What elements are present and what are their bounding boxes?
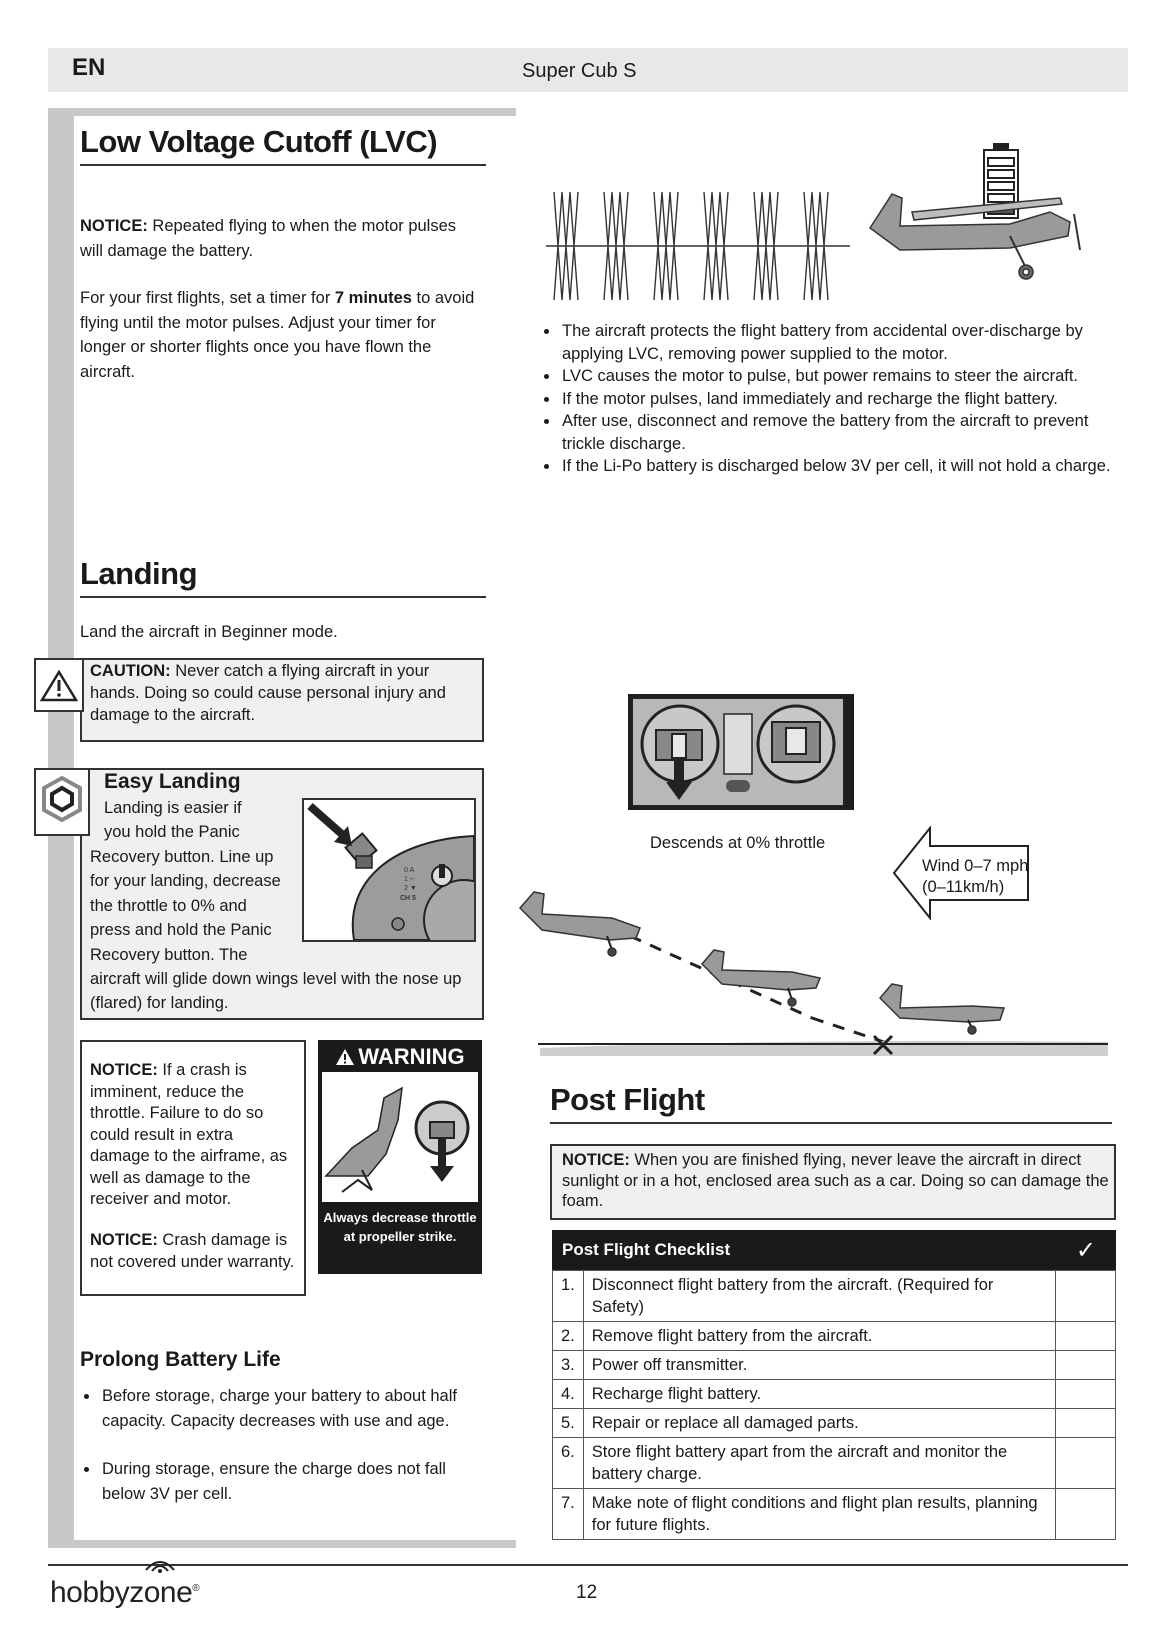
arrow-down-right-icon xyxy=(310,806,352,846)
item-number: 4. xyxy=(553,1380,584,1409)
checkbox-cell[interactable] xyxy=(1056,1380,1116,1409)
document-title: Super Cub S xyxy=(522,60,637,82)
landing-approach-illustration xyxy=(512,878,1112,1058)
easy-landing-line: Recovery button. Line up xyxy=(90,848,274,866)
list-item: • The aircraft protects the flight battery from accidental over-discharge by applying LVC, removing power supplied to the motor. xyxy=(560,320,1120,365)
table-row xyxy=(553,1351,1116,1380)
list-item: • If the Li-Po battery is discharged below 3V per cell, it will not hold a charge. xyxy=(560,455,1120,478)
checkbox-cell[interactable] xyxy=(1056,1489,1116,1540)
easy-landing-icon-tab xyxy=(34,768,90,836)
notice-label: NOTICE: xyxy=(80,217,148,235)
landing-intro: Land the aircraft in Beginner mode. xyxy=(80,623,338,641)
hobbyzone-logo xyxy=(50,1576,199,1610)
registered-mark: ® xyxy=(192,1583,200,1594)
lvc-notice xyxy=(80,214,480,263)
footer-rule xyxy=(48,1564,1128,1566)
notice-label: NOTICE: xyxy=(562,1151,630,1169)
notice-label: NOTICE: xyxy=(90,1061,158,1079)
caution-label: CAUTION: xyxy=(90,662,171,680)
notice-label: NOTICE: xyxy=(90,1231,158,1249)
transmitter-illustration xyxy=(628,694,854,810)
propeller-strike-illustration xyxy=(322,1072,478,1202)
list-item: • LVC causes the motor to pulse, but power remains to steer the aircraft. xyxy=(560,365,1120,388)
caution-message: Never catch a flying aircraft in your hands. Doing so could cause personal injury and damage to the aircraft. xyxy=(90,662,446,724)
easy-landing-text-tail: aircraft will glide down wings level with the nose up (flared) for landing. xyxy=(90,970,462,1013)
item-number: 1. xyxy=(553,1271,584,1322)
left-column-frame-top xyxy=(48,108,516,116)
easy-landing-text-indented xyxy=(104,796,242,845)
warning-triangle-icon xyxy=(335,1048,355,1066)
item-number: 5. xyxy=(553,1409,584,1438)
prolong-battery-heading: Prolong Battery Life xyxy=(80,1348,281,1371)
notice-text: Crash damage is not covered under warranty. xyxy=(90,1231,295,1271)
aircraft-position-1 xyxy=(520,892,640,956)
list-item: • If the motor pulses, land immediately and recharge the flight battery. xyxy=(560,388,1120,411)
lvc-bullet-list xyxy=(540,320,1120,478)
crash-notice-1 xyxy=(90,1060,296,1211)
easy-landing-line: Landing is easier if xyxy=(104,799,242,817)
timer-text-pre: For your first flights, set a timer for xyxy=(80,289,335,307)
checklist-table xyxy=(552,1270,1116,1540)
page-number: 12 xyxy=(576,1582,598,1603)
pulse-group xyxy=(754,192,778,300)
easy-landing-line: press and hold the Panic xyxy=(90,921,272,940)
item-text: Recharge flight battery. xyxy=(583,1380,1055,1409)
item-number: 6. xyxy=(553,1438,584,1489)
checkmark-icon: ✓ xyxy=(1075,1236,1096,1264)
item-text: Store flight battery apart from the aircraft and monitor the battery charge. xyxy=(583,1438,1055,1489)
pulse-group xyxy=(654,192,678,300)
table-row xyxy=(553,1271,1116,1322)
table-row xyxy=(553,1438,1116,1489)
checkbox-cell[interactable] xyxy=(1056,1351,1116,1380)
post-flight-heading: Post Flight xyxy=(550,1082,705,1117)
aircraft-position-2 xyxy=(702,950,820,1006)
checkbox-cell[interactable] xyxy=(1056,1438,1116,1489)
table-row xyxy=(553,1322,1116,1351)
lvc-heading-rule xyxy=(80,164,486,166)
list-item: • After use, disconnect and remove the battery from the aircraft to prevent trickle discharge. xyxy=(560,410,1120,455)
descends-caption: Descends at 0% throttle xyxy=(650,834,826,852)
item-text: Remove flight battery from the aircraft. xyxy=(583,1322,1055,1351)
timer-text-post: to avoid flying until the motor pulses. Adjust your timer for longer or shorter flights once you have flown the aircraft. xyxy=(80,289,475,381)
lvc-timer-text xyxy=(80,286,482,384)
super-cub-aircraft-illustration xyxy=(870,194,1080,279)
post-flight-checklist xyxy=(552,1230,1116,1540)
timer-duration: 7 minutes xyxy=(334,289,412,307)
table-row xyxy=(553,1489,1116,1540)
panic-button-illustration xyxy=(302,798,476,942)
item-text: Disconnect flight battery from the aircraft. (Required for Safety) xyxy=(583,1271,1055,1322)
lvc-heading: Low Voltage Cutoff (LVC) xyxy=(80,124,438,159)
item-number: 7. xyxy=(553,1489,584,1540)
item-text: Repair or replace all damaged parts. xyxy=(583,1409,1055,1438)
easy-landing-heading: Easy Landing xyxy=(104,770,241,793)
pulse-group xyxy=(604,192,628,300)
notice-text: Repeated flying to when the motor pulses will damage the battery. xyxy=(80,217,457,260)
switch-label: CH 5 xyxy=(400,895,416,902)
landing-heading: Landing xyxy=(80,556,198,591)
easy-landing-line: you hold the Panic xyxy=(104,823,240,842)
warning-caption: Always decrease throttle at propeller strike. xyxy=(323,1210,477,1244)
checkbox-cell[interactable] xyxy=(1056,1409,1116,1438)
checklist-title: Post Flight Checklist xyxy=(562,1240,731,1259)
notice-text: If a crash is imminent, reduce the throttle. Failure to do so could result in extra damage to the airframe, as well as damage to the receiver and motor. xyxy=(90,1061,288,1208)
post-flight-notice xyxy=(562,1150,1110,1212)
pulse-group xyxy=(704,192,728,300)
easy-landing-line: the throttle to 0% and xyxy=(90,896,247,915)
checklist-header xyxy=(552,1230,1116,1270)
left-column-frame-bottom xyxy=(48,1540,516,1548)
signal-waves-icon xyxy=(142,1552,178,1574)
checkbox-cell[interactable] xyxy=(1056,1271,1116,1322)
item-text: Power off transmitter. xyxy=(583,1351,1055,1380)
table-row xyxy=(553,1409,1116,1438)
motor-pulse-illustration xyxy=(540,138,1100,310)
easy-landing-line: Recovery button. The xyxy=(90,945,248,964)
warning-title-bar xyxy=(322,1044,478,1070)
language-code: EN xyxy=(72,54,106,81)
warning-triangle-icon xyxy=(36,660,82,710)
brand-name: hobbyzone xyxy=(50,1576,193,1609)
wind-speed-kmh: (0–11km/h) xyxy=(922,878,1005,896)
warning-title: WARNING xyxy=(358,1044,465,1069)
list-item: • Before storage, charge your battery to about half capacity. Capacity decreases with use and age. xyxy=(100,1384,490,1433)
pulse-group xyxy=(554,192,578,300)
item-number: 2. xyxy=(553,1322,584,1351)
prolong-battery-list xyxy=(80,1384,490,1506)
pulse-group xyxy=(804,192,828,300)
landing-heading-rule xyxy=(80,596,486,598)
right-gimbal-icon xyxy=(758,706,834,782)
easy-landing-line: for your landing, decrease xyxy=(90,872,281,891)
easy-landing-text xyxy=(90,845,281,967)
notice-text: When you are finished flying, never leave the aircraft in direct sunlight or in a hot, enclosed area such as a car. Doing so can damage the foam. xyxy=(562,1151,1109,1210)
post-flight-heading-rule xyxy=(550,1122,1112,1124)
switch-label: 0 A xyxy=(404,867,415,874)
wind-speed-mph: Wind 0–7 mph xyxy=(922,857,1029,875)
item-text: Make note of flight conditions and flight plan results, planning for future flights. xyxy=(583,1489,1055,1540)
switch-label: 1 ⌐ xyxy=(404,876,414,883)
checkbox-cell[interactable] xyxy=(1056,1322,1116,1351)
item-number: 3. xyxy=(553,1351,584,1380)
caution-text xyxy=(90,660,478,726)
safe-technology-icon xyxy=(36,770,88,834)
crash-notice-2 xyxy=(90,1230,296,1273)
list-item: • During storage, ensure the charge does not fall below 3V per cell. xyxy=(100,1457,490,1506)
caution-icon-tab xyxy=(34,658,84,712)
pulse-waveform xyxy=(546,192,850,300)
table-row xyxy=(553,1380,1116,1409)
switch-label: 2 ▼ xyxy=(404,885,417,892)
aircraft-position-3 xyxy=(880,984,1004,1034)
